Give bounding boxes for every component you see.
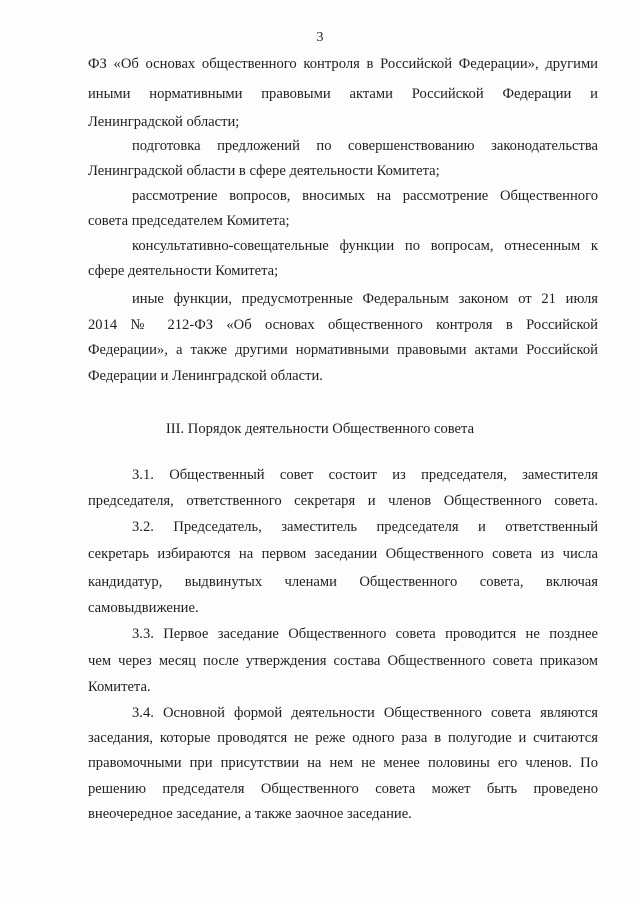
text-line: Федерации и Ленинградской области.: [88, 368, 323, 384]
text-line: иными нормативными правовыми актами Российской Федерации и: [88, 86, 598, 102]
section-heading: III. Порядок деятельности Общественного совета: [165, 421, 475, 437]
text-line: Федерации», а также другими нормативными правовыми актами Российской: [88, 342, 598, 358]
text-line: кандидатур, выдвинутых членами Общественного совета, включая: [88, 574, 598, 590]
text-line: заседания, которые проводятся не реже одного раза в полугодие и считаются: [88, 730, 598, 746]
text-line: секретарь избираются на первом заседании Общественного совета из числа: [88, 546, 598, 562]
text-line: консультативно-совещательные функции по вопросам, отнесенным к: [132, 238, 598, 254]
text-line: Ленинградской области;: [88, 114, 240, 130]
text-line: правомочными при присутствии на нем не менее половины его членов. По: [88, 755, 598, 771]
text-line: совета председателем Комитета;: [88, 213, 290, 229]
text-line: чем через месяц после утверждения состава Общественного совета приказом: [88, 653, 598, 669]
text-line: председателя, ответственного секретаря и членов Общественного совета.: [88, 493, 598, 509]
page-number: 3: [316, 30, 324, 45]
text-line: рассмотрение вопросов, вносимых на рассмотрение Общественного: [132, 188, 598, 204]
text-line: иные функции, предусмотренные Федеральным законом от 21 июля: [132, 291, 598, 307]
text-line: Комитета.: [88, 679, 151, 695]
text-line: внеочередное заседание, а также заочное заседание.: [88, 806, 412, 822]
text-line: решению председателя Общественного совета может быть проведено: [88, 781, 598, 797]
text-line: 3.4. Основной формой деятельности Общественного совета являются: [132, 705, 598, 721]
text-line: сфере деятельности Комитета;: [88, 263, 279, 279]
text-line: 2014 № 212-ФЗ «Об основах общественного контроля в Российской: [88, 317, 598, 333]
text-line: подготовка предложений по совершенствованию законодательства: [132, 138, 598, 154]
text-line: Ленинградской области в сфере деятельности Комитета;: [88, 163, 440, 179]
text-line: ФЗ «Об основах общественного контроля в Российской Федерации», другими: [88, 56, 598, 72]
text-line: 3.1. Общественный совет состоит из председателя, заместителя: [132, 467, 598, 483]
text-line: самовыдвижение.: [88, 600, 199, 616]
text-line: 3.2. Председатель, заместитель председателя и ответственный: [132, 519, 598, 535]
text-line: 3.3. Первое заседание Общественного совета проводится не позднее: [132, 626, 598, 642]
